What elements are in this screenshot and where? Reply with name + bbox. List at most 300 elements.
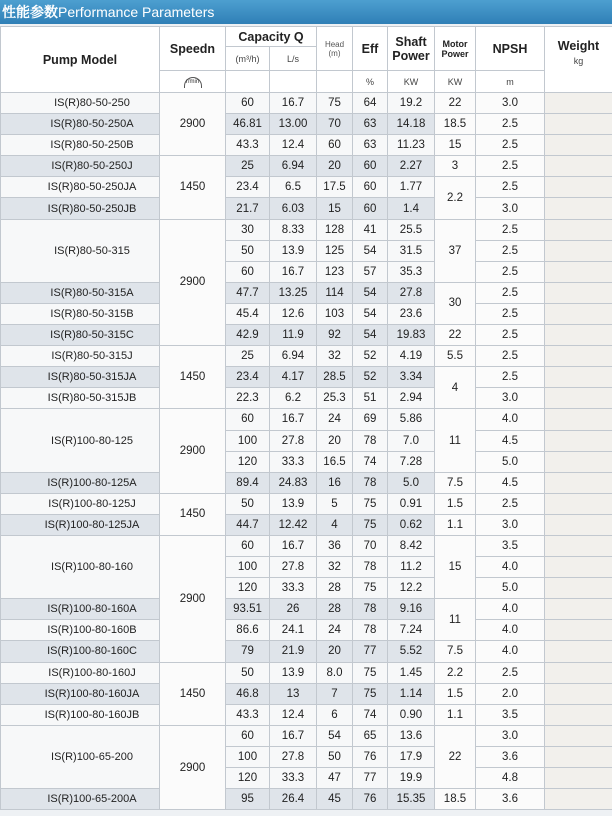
weight-value	[545, 346, 612, 367]
shaft-power-value: 35.3	[388, 261, 435, 282]
shaft-power-value: 0.62	[388, 514, 435, 535]
weight-value	[545, 746, 612, 767]
capacity-ls: 33.3	[270, 578, 317, 599]
capacity-m3h: 120	[226, 451, 270, 472]
pump-model: IS(R)80-50-250B	[1, 135, 160, 156]
header-shaft-power	[388, 27, 435, 71]
capacity-ls: 6.94	[270, 346, 317, 367]
capacity-m3h: 60	[226, 93, 270, 114]
capacity-m3h: 89.4	[226, 472, 270, 493]
npsh-value: 3.0	[476, 198, 545, 219]
speed-value: 2900	[160, 219, 226, 346]
header-head	[317, 27, 353, 71]
shaft-power-value: 27.8	[388, 282, 435, 303]
npsh-value: 2.5	[476, 662, 545, 683]
weight-value	[545, 599, 612, 620]
shaft-power-value: 12.2	[388, 578, 435, 599]
shaft-power-value: 14.18	[388, 114, 435, 135]
capacity-m3h: 45.4	[226, 303, 270, 324]
pump-model: IS(R)100-80-160B	[1, 620, 160, 641]
capacity-m3h: 79	[226, 641, 270, 662]
npsh-value: 4.5	[476, 430, 545, 451]
npsh-value: 3.0	[476, 388, 545, 409]
pump-model: IS(R)80-50-315C	[1, 325, 160, 346]
shaft-power-value: 1.4	[388, 198, 435, 219]
pump-model: IS(R)80-50-315	[1, 219, 160, 282]
header-shaft-unit: KW	[388, 71, 435, 93]
pump-model: IS(R)100-80-125JA	[1, 514, 160, 535]
shaft-power-value: 0.91	[388, 493, 435, 514]
npsh-value: 2.5	[476, 346, 545, 367]
table-row	[1, 346, 612, 367]
shaft-power-value: 19.2	[388, 93, 435, 114]
weight-value	[545, 451, 612, 472]
head-value: 92	[317, 325, 353, 346]
eff-value: 75	[353, 578, 388, 599]
eff-value: 77	[353, 641, 388, 662]
npsh-value: 2.0	[476, 683, 545, 704]
pump-model: IS(R)100-80-160J	[1, 662, 160, 683]
weight-value	[545, 261, 612, 282]
head-value: 75	[317, 93, 353, 114]
eff-value: 63	[353, 114, 388, 135]
motor-power-value: 7.5	[435, 472, 476, 493]
head-value: 16.5	[317, 451, 353, 472]
pump-model: IS(R)80-50-250	[1, 93, 160, 114]
eff-value: 77	[353, 768, 388, 789]
shaft-power-value: 4.19	[388, 346, 435, 367]
motor-power-value: 18.5	[435, 114, 476, 135]
eff-value: 65	[353, 725, 388, 746]
table-row	[1, 683, 612, 704]
head-value: 32	[317, 557, 353, 578]
header-head-label: Head	[324, 39, 345, 49]
motor-power-value: 4	[435, 367, 476, 409]
title-cn: 性能参数	[2, 4, 58, 20]
head-value: 128	[317, 219, 353, 240]
table-row	[1, 303, 612, 324]
npsh-value: 3.0	[476, 93, 545, 114]
weight-value	[545, 789, 612, 810]
capacity-ls: 26	[270, 599, 317, 620]
npsh-value: 3.5	[476, 704, 545, 725]
capacity-m3h: 25	[226, 346, 270, 367]
eff-value: 78	[353, 430, 388, 451]
pump-model: IS(R)100-80-125A	[1, 472, 160, 493]
motor-power-value: 18.5	[435, 789, 476, 810]
eff-value: 60	[353, 177, 388, 198]
capacity-m3h: 120	[226, 578, 270, 599]
eff-value: 54	[353, 282, 388, 303]
eff-value: 54	[353, 303, 388, 324]
shaft-power-value: 7.0	[388, 430, 435, 451]
shaft-power-value: 3.34	[388, 367, 435, 388]
capacity-m3h: 50	[226, 662, 270, 683]
motor-power-value: 15	[435, 135, 476, 156]
npsh-value: 2.5	[476, 261, 545, 282]
weight-value	[545, 198, 612, 219]
capacity-ls: 13.25	[270, 282, 317, 303]
weight-value	[545, 114, 612, 135]
motor-power-value: 37	[435, 219, 476, 282]
capacity-ls: 24.1	[270, 620, 317, 641]
header-cap-unit-2: L/s	[270, 47, 317, 71]
speed-value: 2900	[160, 409, 226, 493]
table-row	[1, 472, 612, 493]
pump-model: IS(R)80-50-315J	[1, 346, 160, 367]
shaft-power-value: 1.14	[388, 683, 435, 704]
capacity-ls: 6.94	[270, 156, 317, 177]
capacity-ls: 13.9	[270, 662, 317, 683]
capacity-m3h: 100	[226, 557, 270, 578]
speed-value: 1450	[160, 156, 226, 219]
eff-value: 75	[353, 514, 388, 535]
capacity-ls: 27.8	[270, 746, 317, 767]
npsh-value: 4.0	[476, 641, 545, 662]
motor-power-value: 1.1	[435, 514, 476, 535]
capacity-ls: 16.7	[270, 725, 317, 746]
weight-value	[545, 725, 612, 746]
table-row	[1, 325, 612, 346]
capacity-m3h: 95	[226, 789, 270, 810]
table-row	[1, 704, 612, 725]
motor-power-value: 7.5	[435, 641, 476, 662]
motor-power-value: 15	[435, 535, 476, 598]
table-row	[1, 388, 612, 409]
shaft-power-value: 5.52	[388, 641, 435, 662]
motor-power-value: 2.2	[435, 662, 476, 683]
capacity-m3h: 60	[226, 409, 270, 430]
weight-value	[545, 472, 612, 493]
capacity-ls: 13.9	[270, 240, 317, 261]
table-row	[1, 114, 612, 135]
table-row	[1, 599, 612, 620]
weight-value	[545, 683, 612, 704]
eff-value: 57	[353, 261, 388, 282]
pump-model: IS(R)100-80-160C	[1, 641, 160, 662]
npsh-value: 2.5	[476, 303, 545, 324]
weight-value	[545, 557, 612, 578]
speed-value: 2900	[160, 535, 226, 662]
header-npsh-unit: m	[476, 71, 545, 93]
head-value: 15	[317, 198, 353, 219]
pump-model: IS(R)100-80-125J	[1, 493, 160, 514]
header-motor-unit: KW	[435, 71, 476, 93]
shaft-power-value: 25.5	[388, 219, 435, 240]
head-value: 24	[317, 620, 353, 641]
shaft-power-value: 5.86	[388, 409, 435, 430]
weight-value	[545, 303, 612, 324]
eff-value: 41	[353, 219, 388, 240]
title-en: Performance Parameters	[58, 4, 215, 20]
head-value: 45	[317, 789, 353, 810]
capacity-ls: 4.17	[270, 367, 317, 388]
npsh-value: 2.5	[476, 240, 545, 261]
capacity-m3h: 23.4	[226, 367, 270, 388]
pump-model: IS(R)80-50-250JB	[1, 198, 160, 219]
weight-value	[545, 493, 612, 514]
head-value: 125	[317, 240, 353, 261]
npsh-value: 4.0	[476, 409, 545, 430]
weight-value	[545, 578, 612, 599]
table-row	[1, 409, 612, 430]
rpm-icon: r/min	[184, 77, 202, 88]
table-row	[1, 198, 612, 219]
head-value: 5	[317, 493, 353, 514]
capacity-ls: 33.3	[270, 451, 317, 472]
page-title	[0, 0, 612, 24]
eff-value: 76	[353, 746, 388, 767]
head-value: 20	[317, 641, 353, 662]
header-head-blank	[317, 71, 353, 93]
table-row	[1, 177, 612, 198]
head-value: 54	[317, 725, 353, 746]
capacity-ls: 12.4	[270, 135, 317, 156]
capacity-m3h: 43.3	[226, 135, 270, 156]
eff-value: 78	[353, 599, 388, 620]
eff-value: 52	[353, 367, 388, 388]
npsh-value: 2.5	[476, 493, 545, 514]
capacity-ls: 16.7	[270, 409, 317, 430]
weight-value	[545, 662, 612, 683]
eff-value: 75	[353, 662, 388, 683]
pump-model: IS(R)100-80-160JB	[1, 704, 160, 725]
eff-value: 78	[353, 620, 388, 641]
weight-value	[545, 535, 612, 556]
capacity-m3h: 46.81	[226, 114, 270, 135]
npsh-value: 2.5	[476, 325, 545, 346]
eff-value: 78	[353, 557, 388, 578]
table-row	[1, 282, 612, 303]
capacity-m3h: 60	[226, 261, 270, 282]
eff-value: 63	[353, 135, 388, 156]
motor-power-value: 11	[435, 409, 476, 472]
shaft-power-value: 23.6	[388, 303, 435, 324]
motor-power-value: 1.5	[435, 493, 476, 514]
header-shaft-2: Power	[392, 48, 430, 63]
shaft-power-value: 1.77	[388, 177, 435, 198]
head-value: 20	[317, 156, 353, 177]
head-value: 50	[317, 746, 353, 767]
capacity-m3h: 22.3	[226, 388, 270, 409]
npsh-value: 5.0	[476, 578, 545, 599]
npsh-value: 4.8	[476, 768, 545, 789]
eff-value: 75	[353, 683, 388, 704]
eff-value: 60	[353, 156, 388, 177]
npsh-value: 4.5	[476, 472, 545, 493]
shaft-power-value: 13.6	[388, 725, 435, 746]
capacity-ls: 13.9	[270, 493, 317, 514]
npsh-value: 3.6	[476, 789, 545, 810]
weight-value	[545, 514, 612, 535]
capacity-ls: 12.42	[270, 514, 317, 535]
speed-value: 1450	[160, 346, 226, 409]
capacity-ls: 12.4	[270, 704, 317, 725]
weight-value	[545, 325, 612, 346]
capacity-m3h: 25	[226, 156, 270, 177]
capacity-m3h: 50	[226, 493, 270, 514]
capacity-m3h: 44.7	[226, 514, 270, 535]
table-row	[1, 662, 612, 683]
motor-power-value: 3	[435, 156, 476, 177]
head-value: 70	[317, 114, 353, 135]
header-shaft-1: Shaft	[395, 34, 427, 49]
capacity-ls: 16.7	[270, 93, 317, 114]
motor-power-value: 1.5	[435, 683, 476, 704]
weight-value	[545, 704, 612, 725]
table-row	[1, 725, 612, 746]
head-value: 123	[317, 261, 353, 282]
motor-power-value: 5.5	[435, 346, 476, 367]
shaft-power-value: 5.0	[388, 472, 435, 493]
speed-value: 2900	[160, 725, 226, 809]
weight-value	[545, 388, 612, 409]
capacity-m3h: 100	[226, 746, 270, 767]
eff-value: 54	[353, 240, 388, 261]
motor-power-value: 2.2	[435, 177, 476, 219]
npsh-value: 4.0	[476, 557, 545, 578]
pump-model: IS(R)80-50-250JA	[1, 177, 160, 198]
eff-value: 64	[353, 93, 388, 114]
header-head-unit: (m)	[328, 48, 341, 58]
capacity-ls: 13.00	[270, 114, 317, 135]
capacity-m3h: 23.4	[226, 177, 270, 198]
weight-value	[545, 409, 612, 430]
motor-power-value: 22	[435, 325, 476, 346]
npsh-value: 4.0	[476, 599, 545, 620]
head-value: 36	[317, 535, 353, 556]
weight-value	[545, 430, 612, 451]
weight-value	[545, 177, 612, 198]
weight-value	[545, 156, 612, 177]
head-value: 7	[317, 683, 353, 704]
npsh-value: 3.0	[476, 725, 545, 746]
capacity-ls: 6.03	[270, 198, 317, 219]
capacity-m3h: 60	[226, 535, 270, 556]
motor-power-value: 11	[435, 599, 476, 641]
capacity-ls: 11.9	[270, 325, 317, 346]
npsh-value: 4.0	[476, 620, 545, 641]
performance-table	[0, 26, 612, 810]
weight-value	[545, 135, 612, 156]
pump-model: IS(R)80-50-315JA	[1, 367, 160, 388]
weight-value	[545, 219, 612, 240]
table-row	[1, 641, 612, 662]
capacity-ls: 26.4	[270, 789, 317, 810]
head-value: 16	[317, 472, 353, 493]
pump-model: IS(R)80-50-250A	[1, 114, 160, 135]
head-value: 47	[317, 768, 353, 789]
capacity-m3h: 30	[226, 219, 270, 240]
pump-model: IS(R)80-50-315JB	[1, 388, 160, 409]
table-row	[1, 493, 612, 514]
table-body	[1, 93, 612, 810]
header-weight-unit: kg	[573, 56, 584, 66]
eff-value: 51	[353, 388, 388, 409]
eff-value: 60	[353, 198, 388, 219]
capacity-ls: 12.6	[270, 303, 317, 324]
npsh-value: 2.5	[476, 282, 545, 303]
table-row	[1, 789, 612, 810]
header-weight	[545, 27, 612, 93]
table-row	[1, 219, 612, 240]
capacity-ls: 33.3	[270, 768, 317, 789]
capacity-m3h: 100	[226, 430, 270, 451]
head-value: 60	[317, 135, 353, 156]
eff-value: 69	[353, 409, 388, 430]
eff-value: 54	[353, 325, 388, 346]
head-value: 24	[317, 409, 353, 430]
motor-power-value: 30	[435, 282, 476, 324]
npsh-value: 2.5	[476, 135, 545, 156]
eff-value: 76	[353, 789, 388, 810]
npsh-value: 3.5	[476, 535, 545, 556]
header-eff-unit: %	[353, 71, 388, 93]
pump-model: IS(R)100-80-125	[1, 409, 160, 472]
head-value: 4	[317, 514, 353, 535]
speed-value: 2900	[160, 93, 226, 156]
head-value: 28	[317, 578, 353, 599]
shaft-power-value: 1.45	[388, 662, 435, 683]
pump-model: IS(R)100-80-160A	[1, 599, 160, 620]
head-value: 8.0	[317, 662, 353, 683]
npsh-value: 3.0	[476, 514, 545, 535]
capacity-ls: 16.7	[270, 261, 317, 282]
capacity-m3h: 86.6	[226, 620, 270, 641]
table-row	[1, 135, 612, 156]
capacity-m3h: 46.8	[226, 683, 270, 704]
header-cap-blank	[226, 71, 270, 93]
speed-value: 1450	[160, 662, 226, 725]
weight-value	[545, 641, 612, 662]
table-row	[1, 514, 612, 535]
head-value: 20	[317, 430, 353, 451]
table-row	[1, 93, 612, 114]
head-value: 6	[317, 704, 353, 725]
pump-model: IS(R)80-50-315A	[1, 282, 160, 303]
motor-power-value: 22	[435, 93, 476, 114]
capacity-ls: 21.9	[270, 641, 317, 662]
shaft-power-value: 19.9	[388, 768, 435, 789]
shaft-power-value: 11.23	[388, 135, 435, 156]
capacity-m3h: 47.7	[226, 282, 270, 303]
eff-value: 75	[353, 493, 388, 514]
header-weight-label: Weight	[557, 39, 600, 53]
speed-value: 1450	[160, 493, 226, 535]
header-motor-power	[435, 27, 476, 71]
shaft-power-value: 2.94	[388, 388, 435, 409]
eff-value: 78	[353, 472, 388, 493]
weight-value	[545, 240, 612, 261]
capacity-m3h: 42.9	[226, 325, 270, 346]
capacity-m3h: 21.7	[226, 198, 270, 219]
weight-value	[545, 367, 612, 388]
shaft-power-value: 7.24	[388, 620, 435, 641]
header-motor-1: Motor	[442, 38, 468, 49]
motor-power-value: 1.1	[435, 704, 476, 725]
capacity-ls: 6.2	[270, 388, 317, 409]
capacity-ls: 6.5	[270, 177, 317, 198]
head-value: 28.5	[317, 367, 353, 388]
table-row	[1, 156, 612, 177]
shaft-power-value: 31.5	[388, 240, 435, 261]
shaft-power-value: 15.35	[388, 789, 435, 810]
weight-value	[545, 620, 612, 641]
eff-value: 74	[353, 704, 388, 725]
capacity-m3h: 60	[226, 725, 270, 746]
capacity-ls: 27.8	[270, 430, 317, 451]
head-value: 17.5	[317, 177, 353, 198]
